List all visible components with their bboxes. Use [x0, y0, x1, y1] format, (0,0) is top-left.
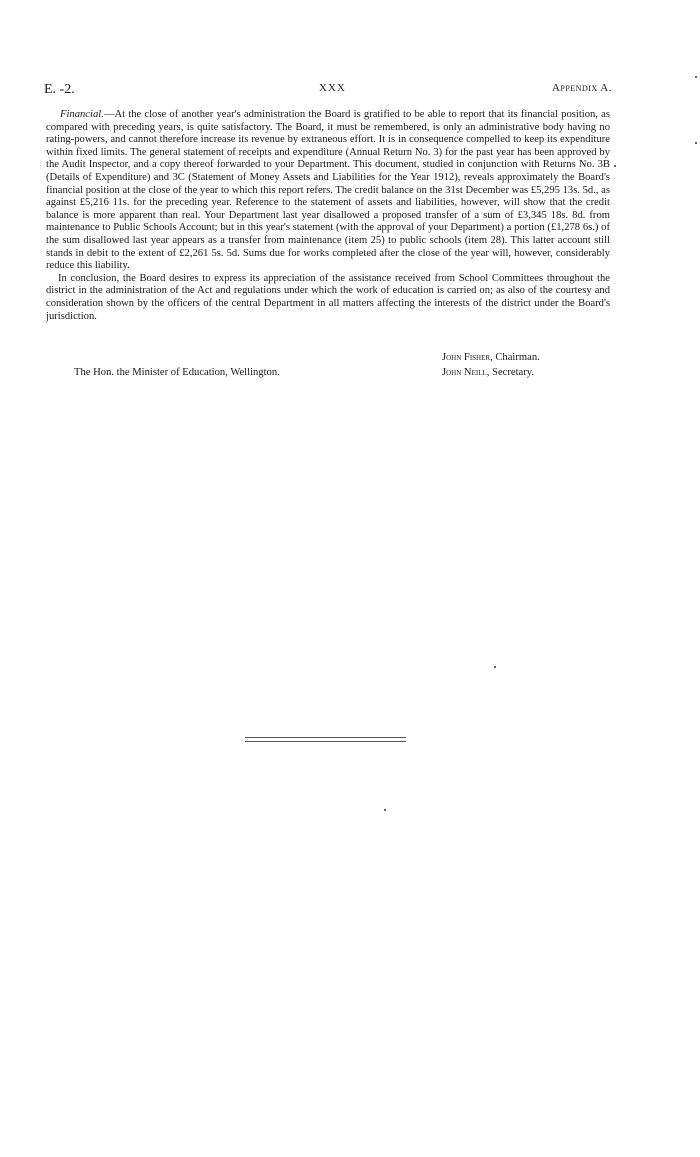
scan-speck [384, 809, 386, 811]
page-number: XXX [319, 82, 346, 94]
secretary-name: John Neill [442, 367, 487, 378]
financial-text: —At the close of another year's administration the Board is gratified to be able to report that its financial position, as compared with preceding years, is quite satisfactory. The Board, it must be remembered, is only an administrative body having no rating-powers, and cannot therefore increase its revenue by extraneous effort. It is in consequence compelled to keep its expenditure within fixed limits. The general statement of receipts and expenditure (Annual Return No. 3) for the past year has been approved by the Audit Inspector, and a copy thereof forwarded to your Department. This document, studied in conjunction with Returns No. 3B (Details of Expenditure) and 3C (Statement of Money Assets and Liabilities for the Year 1912), reveals approximately the Board's financial position at the close of the year to which this report refers. The credit balance on the 31st December was £5,295 13s. 5d., as against £5,216 11s. for the preceding year. Reference to the statement of assets and liabilities, however, will show that the credit balance is more apparent than real. Your Department last year disallowed a proposed transfer of a sum of £3,345 18s. 8d. from maintenance to Public Schools Account; but in this year's statement (with the approval of your Department) a portion (£1,278 6s.) of the sum disallowed last year appears as a transfer from maintenance (item 25) to public schools (item 28). This latter account still stands in debit to the extent of £2,261 5s. 5d. Sums due for works completed after the close of the year will, however, considerably reduce this liability. [46, 109, 610, 272]
report-body [46, 109, 610, 323]
chairman-name: John Fisher [442, 352, 491, 363]
document-reference: E. -2. [44, 82, 75, 97]
addressee: The Hon. the Minister of Education, Wellington. [74, 367, 280, 378]
appendix-label: Appendix A. [551, 82, 612, 94]
chairman-signature [442, 352, 540, 365]
scan-speck [494, 666, 496, 668]
conclusion-paragraph: In conclusion, the Board desires to express its appreciation of the assistance received from School Committees throughout the district in the administration of the Act and regulations under which the work of education is carried on; as also of the courtesy and consideration shown by the officers of the central Department in all matters affecting the interests of the district under the Board's jurisdiction. [46, 272, 610, 322]
scan-speck [695, 76, 697, 78]
secretary-signature [442, 367, 534, 380]
financial-paragraph [46, 109, 610, 273]
closing-rule [245, 737, 406, 742]
secretary-title: , Secretary. [486, 367, 535, 378]
chairman-title: , Chairman. [490, 352, 540, 363]
page-header [44, 82, 612, 98]
scan-speck [695, 142, 697, 144]
financial-heading: Financial. [60, 109, 104, 120]
scan-speck [614, 165, 616, 167]
